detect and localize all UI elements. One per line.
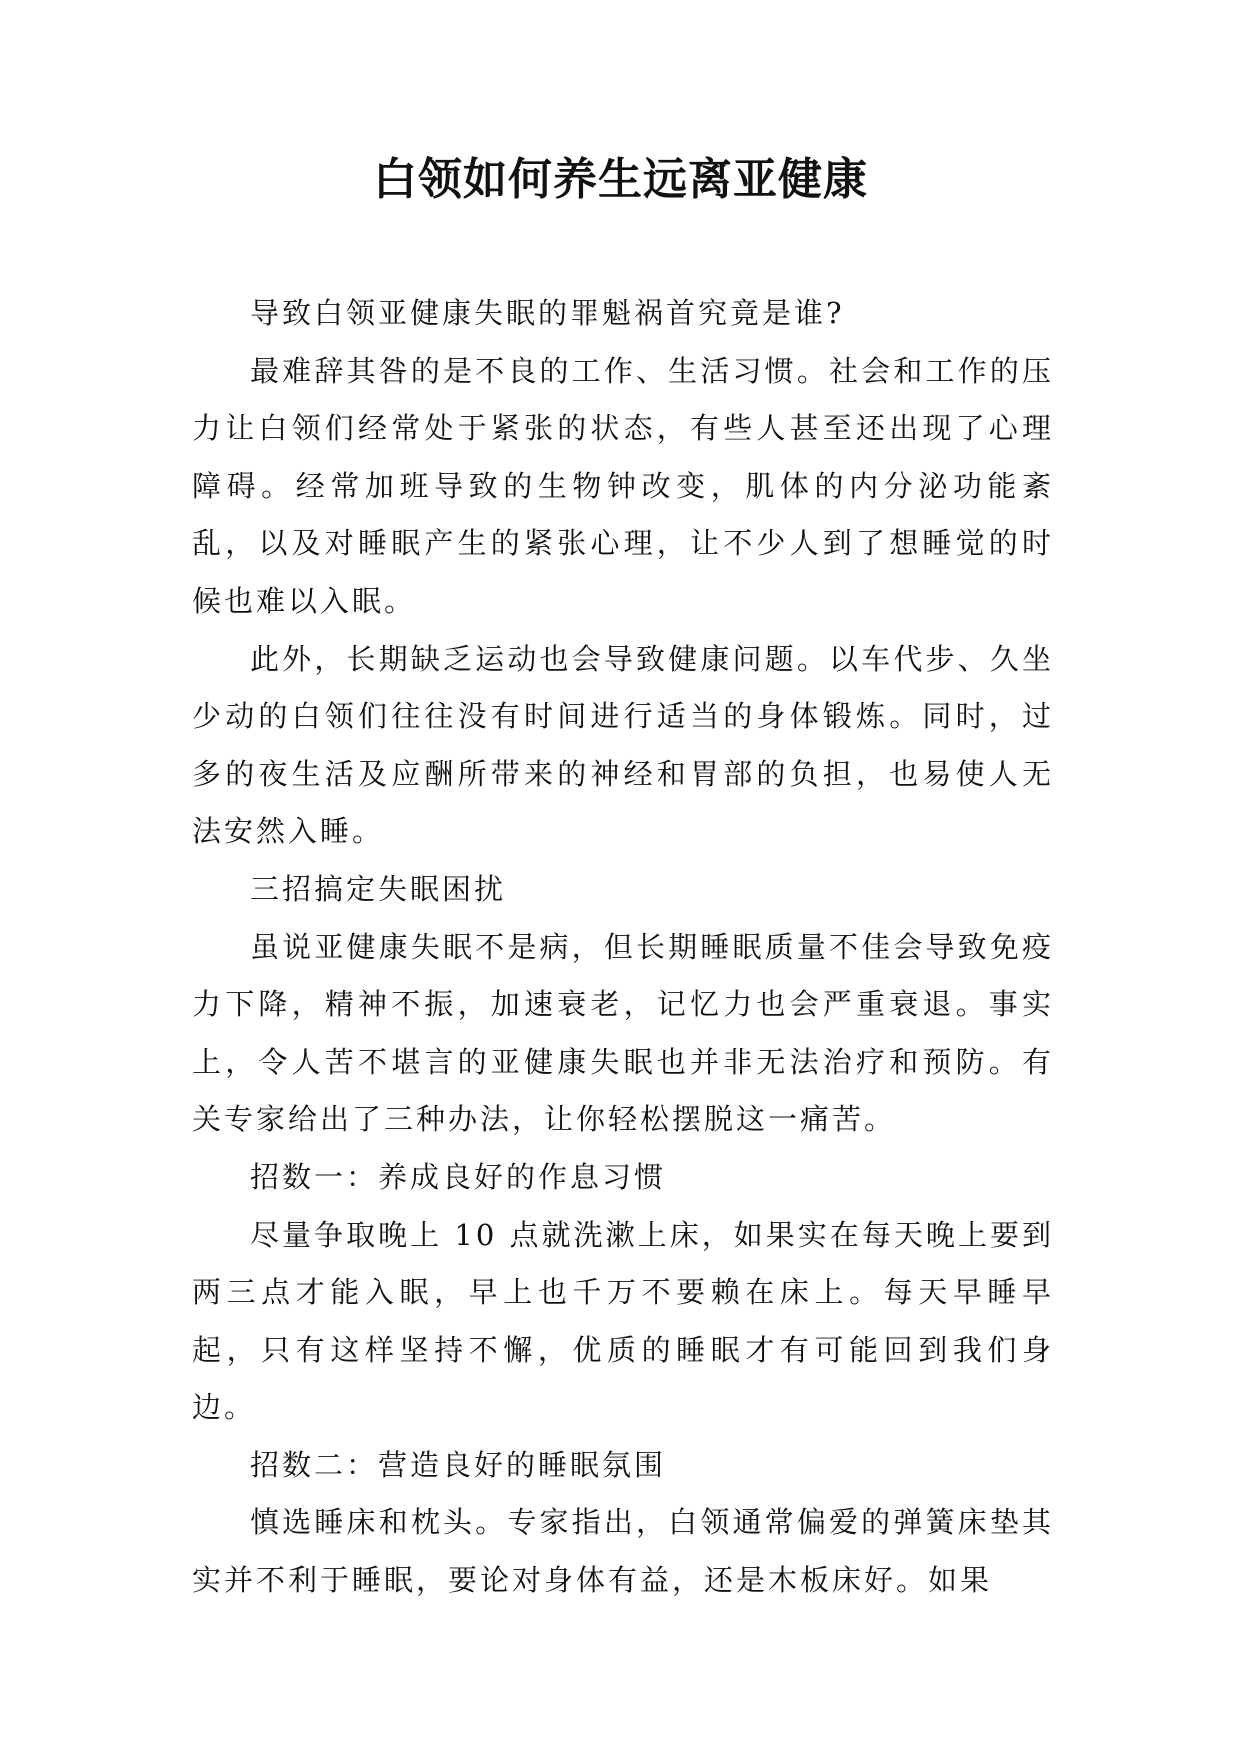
- paragraph: 最难辞其咎的是不良的工作、生活习惯。社会和工作的压力让白领们经常处于紧张的状态，有些人甚至还出现了心理障碍。经常加班导致的生物钟改变，肌体的内分泌功能紊乱，以及对睡眠产生的紧张心理，让不少人到了想睡觉的时候也难以入眠。: [192, 353, 1054, 618]
- paragraph: 虽说亚健康失眠不是病，但长期睡眠质量不佳会导致免疫力下降，精神不振，加速衰老，记忆力也会严重衰退。事实上，令人苦不堪言的亚健康失眠也并非无法治疗和预防。有关专家给出了三种办法，让你轻松摆脱这一痛苦。: [192, 929, 1054, 1137]
- section-heading: 招数二：营造良好的睡眠氛围: [250, 1447, 667, 1482]
- section-heading: 招数一：养成良好的作息习惯: [250, 1159, 667, 1194]
- document-body: [192, 285, 1054, 1610]
- paragraph: 此外，长期缺乏运动也会导致健康问题。以车代步、久坐少动的白领们往往没有时间进行适当的身体锻炼。同时，过多的夜生活及应酬所带来的神经和胃部的负担，也易使人无法安然入睡。: [192, 641, 1054, 849]
- paragraph: 慎选睡床和枕头。专家指出，白领通常偏爱的弹簧床垫其实并不利于睡眠，要论对身体有益，还是木板床好。如果: [192, 1505, 1054, 1598]
- paragraph: 导致白领亚健康失眠的罪魁祸首究竟是谁?: [250, 296, 845, 330]
- paragraph: 尽量争取晚上 10 点就洗漱上床，如果实在每天晚上要到两三点才能入眠，早上也千万不要赖在床上。每天早睡早起，只有这样坚持不懈，优质的睡眠才有可能回到我们身边。: [192, 1217, 1054, 1425]
- section-heading: 三招搞定失眠困扰: [250, 871, 507, 906]
- document-title: 白领如何养生远离亚健康: [373, 154, 868, 205]
